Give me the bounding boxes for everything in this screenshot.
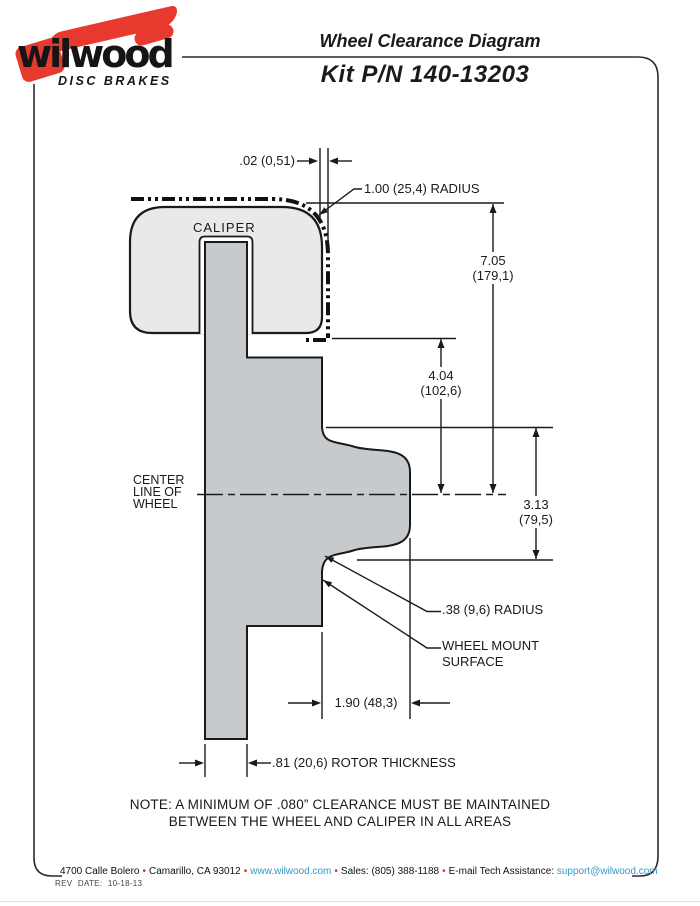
page-title: Wheel Clearance Diagram — [319, 31, 541, 51]
wheel-mount-surface-line2: SURFACE — [442, 653, 504, 669]
caliper-label: CALIPER — [193, 220, 256, 235]
dimension-inches: 7.05 — [480, 253, 506, 268]
footer-sales-phone: Sales: (805) 388-1188 — [340, 866, 440, 877]
kit-part-number: Kit P/N 140-13203 — [320, 61, 530, 88]
footer-email-label: E-mail Tech Assistance: — [448, 866, 555, 877]
wheel-mount-surface-label — [442, 638, 539, 669]
arrow-right-icon — [309, 158, 318, 165]
clearance-note — [50, 797, 630, 830]
dimension-flange-section-height — [506, 496, 566, 528]
dimension-inches: 3.13 — [523, 497, 549, 512]
footer-address-bar — [60, 866, 658, 877]
arrow-down-icon — [490, 484, 497, 493]
dimension-rotor-thickness: .81 (20,6) ROTOR THICKNESS — [272, 755, 456, 770]
arrow-left-icon — [248, 760, 257, 767]
arrow-right-icon — [312, 700, 321, 707]
dimension-mm: (179,1) — [472, 268, 514, 283]
leader-wheel-mount — [323, 580, 441, 648]
dimension-wheel-clearance: .02 (0,51) — [239, 153, 295, 168]
dimension-flange-offset: 1.90 (48,3) — [334, 695, 398, 710]
arrow-left-icon — [411, 700, 420, 707]
centerline-label-line3: WHEEL — [133, 497, 178, 511]
logo-tagline: DISC BRAKES — [58, 74, 172, 88]
dimension-inches: 4.04 — [428, 368, 454, 383]
arrow-up-icon — [490, 204, 497, 213]
footer-email-link[interactable]: support@wilwood.com — [556, 866, 658, 877]
dimension-caliper-bottom-to-centerline — [411, 367, 471, 399]
centerline-label-line2: LINE OF — [133, 485, 182, 499]
leader-flange-radius — [325, 556, 441, 612]
footer-website-link[interactable]: www.wilwood.com — [250, 866, 332, 877]
footer-address: 4700 Calle Bolero — [60, 866, 140, 877]
arrow-left-icon — [329, 158, 338, 165]
arrow-up-icon — [533, 428, 540, 437]
bullet-separator: • — [142, 866, 147, 877]
bullet-separator: • — [334, 866, 338, 877]
rev-date: REV DATE: 10-18-13 — [55, 879, 143, 888]
frame-left-bottom — [34, 84, 62, 876]
arrow-wheel-mount-icon — [323, 580, 332, 587]
centerline-label-line1: CENTER — [133, 473, 185, 487]
dimension-flange-radius: .38 (9,6) RADIUS — [442, 602, 544, 617]
clearance-note-line2: BETWEEN THE WHEEL AND CALIPER IN ALL AREAS — [168, 813, 512, 829]
dimension-top-radius: 1.00 (25,4) RADIUS — [364, 181, 480, 196]
centerline-label — [133, 474, 184, 510]
wilwood-logo — [16, 18, 186, 90]
clearance-note-line1: NOTE: A MINIMUM OF .080” CLEARANCE MUST BE MAINTAINED — [129, 797, 551, 812]
wheel-mount-surface-line1: WHEEL MOUNT — [442, 638, 540, 653]
dimension-mm: (79,5) — [519, 512, 553, 527]
dimension-mm: (102,6) — [420, 383, 462, 398]
bullet-separator: • — [442, 866, 446, 877]
arrow-right-icon — [195, 760, 204, 767]
arrow-down-icon — [533, 550, 540, 559]
arrow-down-icon — [438, 484, 445, 493]
footer-city: Camarillo, CA 93012 — [149, 866, 241, 877]
dimension-caliper-top-to-centerline — [463, 252, 523, 284]
arrow-up-icon — [438, 339, 445, 348]
logo-brand-text: wilwood — [17, 32, 172, 76]
bullet-separator: • — [243, 866, 248, 877]
